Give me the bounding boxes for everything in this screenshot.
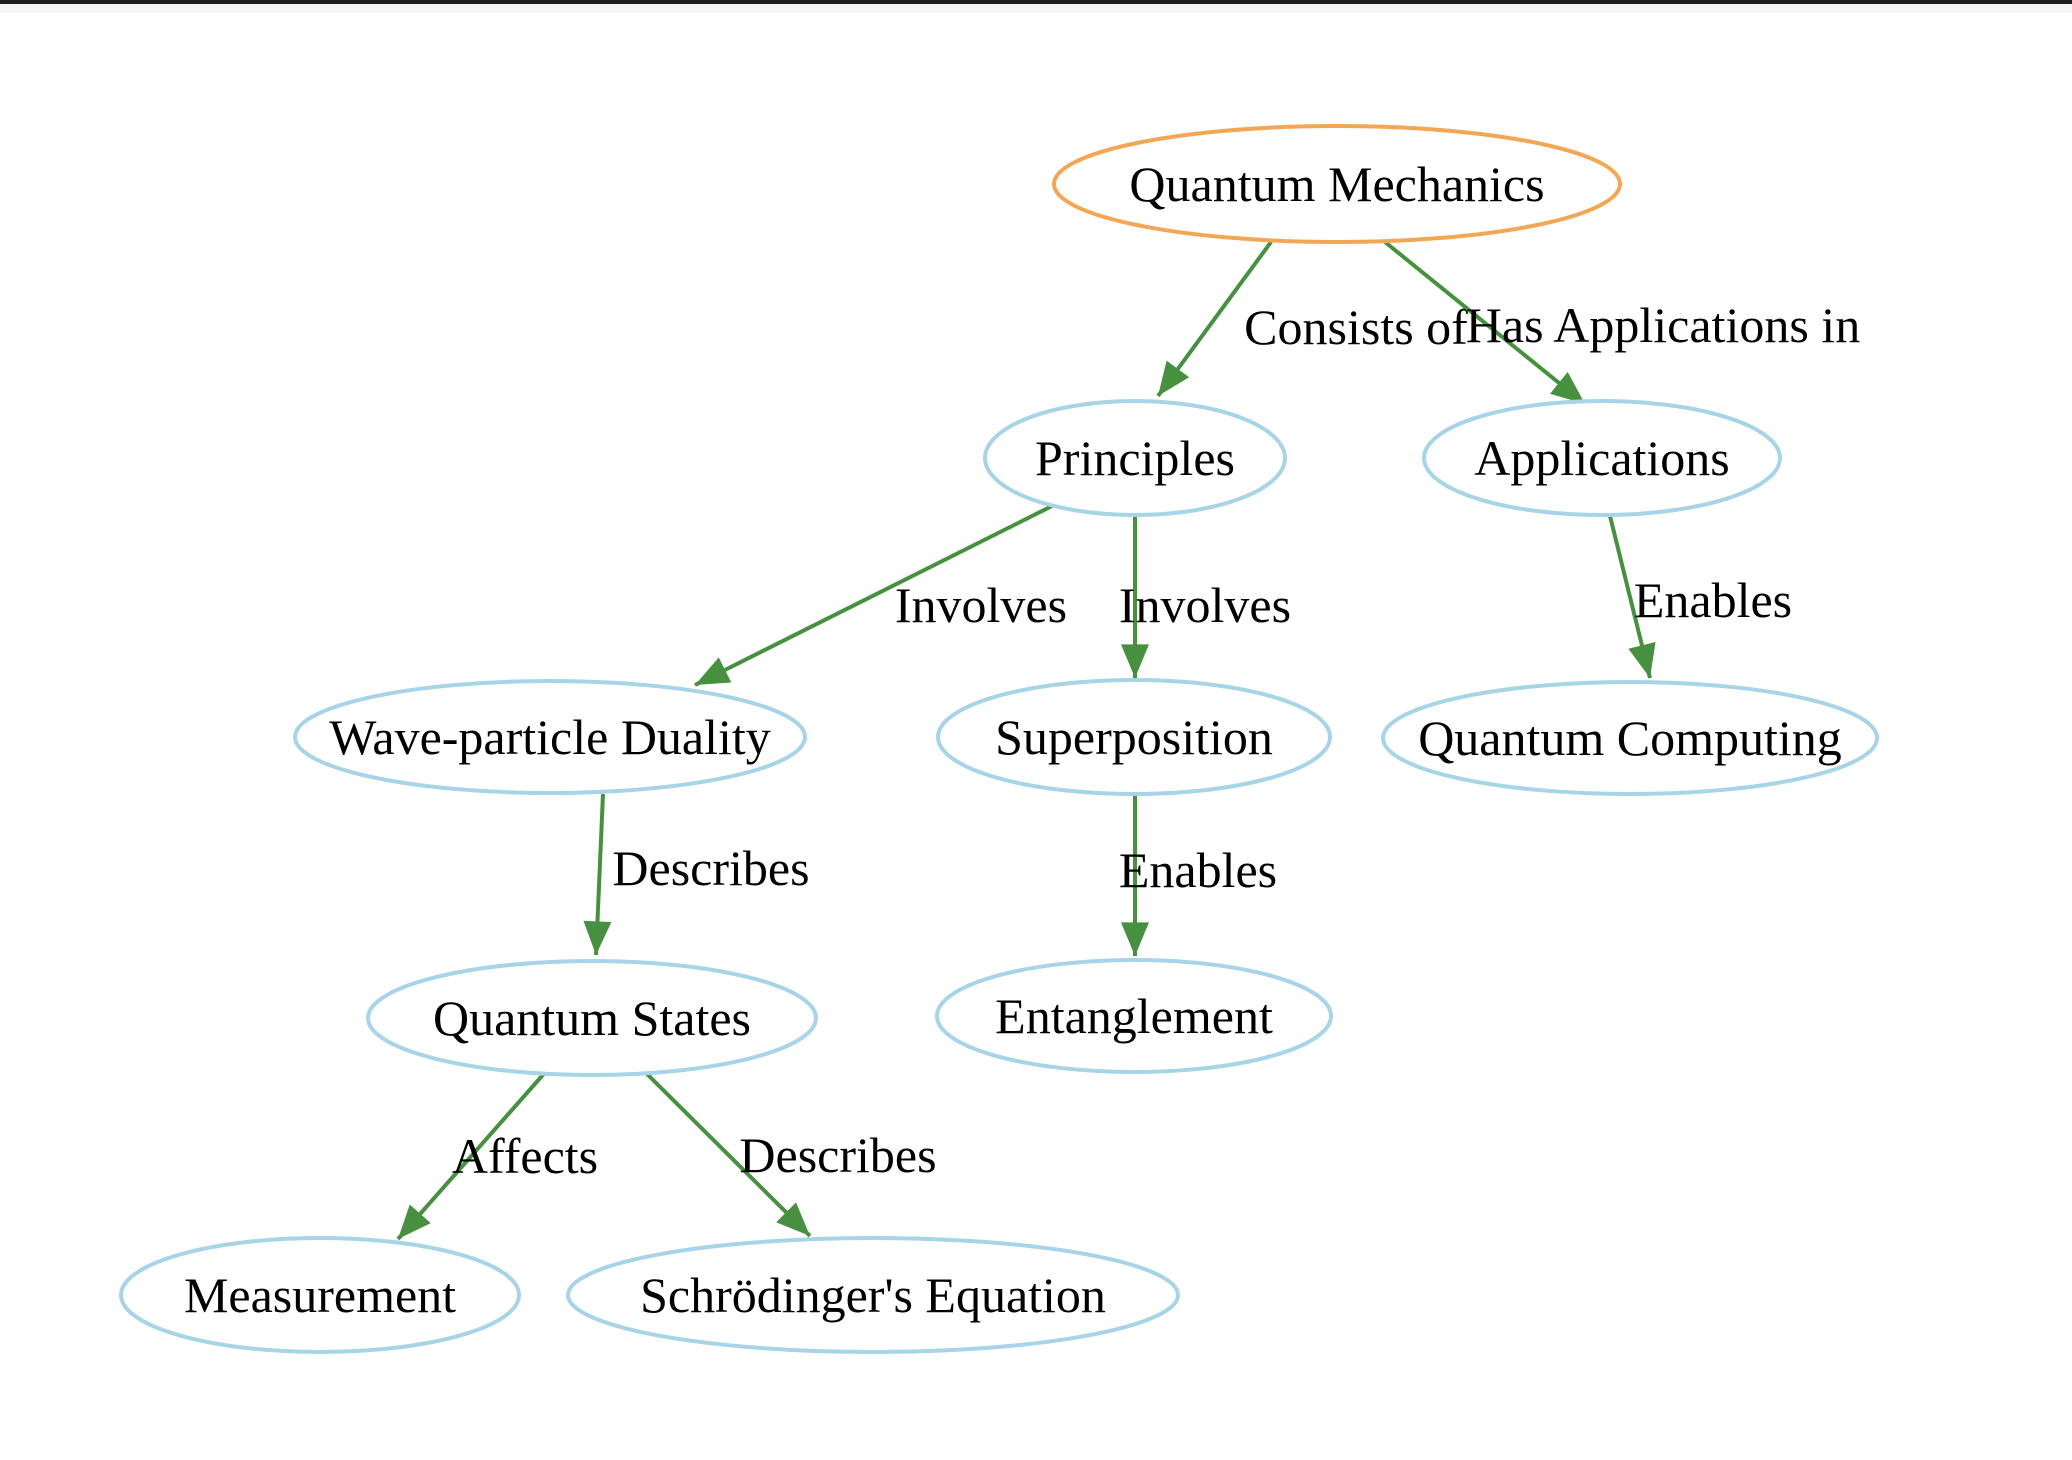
edge-duality-to-states (596, 794, 603, 955)
window-top-strip (0, 4, 2072, 13)
edge-label-qm-to-principles: Consists of (1244, 299, 1468, 355)
node-label-wave-particle-duality: Wave-particle Duality (329, 709, 771, 765)
edge-label-states-to-measurement: Affects (451, 1128, 599, 1184)
node-label-quantum-states: Quantum States (432, 990, 752, 1046)
edge-label-principles-to-duality: Involves (894, 577, 1068, 633)
edge-label-applications-to-computing: Enables (1633, 572, 1793, 628)
node-label-superposition: Superposition (995, 709, 1273, 765)
edge-label-superposition-to-entanglement: Enables (1118, 842, 1278, 898)
node-label-measurement: Measurement (183, 1267, 457, 1323)
node-label-schrodingers-equation: Schrödinger's Equation (640, 1267, 1106, 1323)
node-label-applications: Applications (1474, 430, 1730, 486)
edge-label-duality-to-states: Describes (612, 840, 810, 896)
edge-label-states-to-schrodinger: Describes (739, 1127, 937, 1183)
node-label-quantum-mechanics: Quantum Mechanics (1129, 156, 1545, 212)
edge-label-principles-to-superposition: Involves (1118, 577, 1292, 633)
node-label-principles: Principles (1035, 430, 1235, 486)
node-label-quantum-computing: Quantum Computing (1418, 710, 1842, 766)
node-label-entanglement: Entanglement (995, 988, 1273, 1044)
edge-label-qm-to-applications: Has Applications in (1465, 297, 1861, 353)
